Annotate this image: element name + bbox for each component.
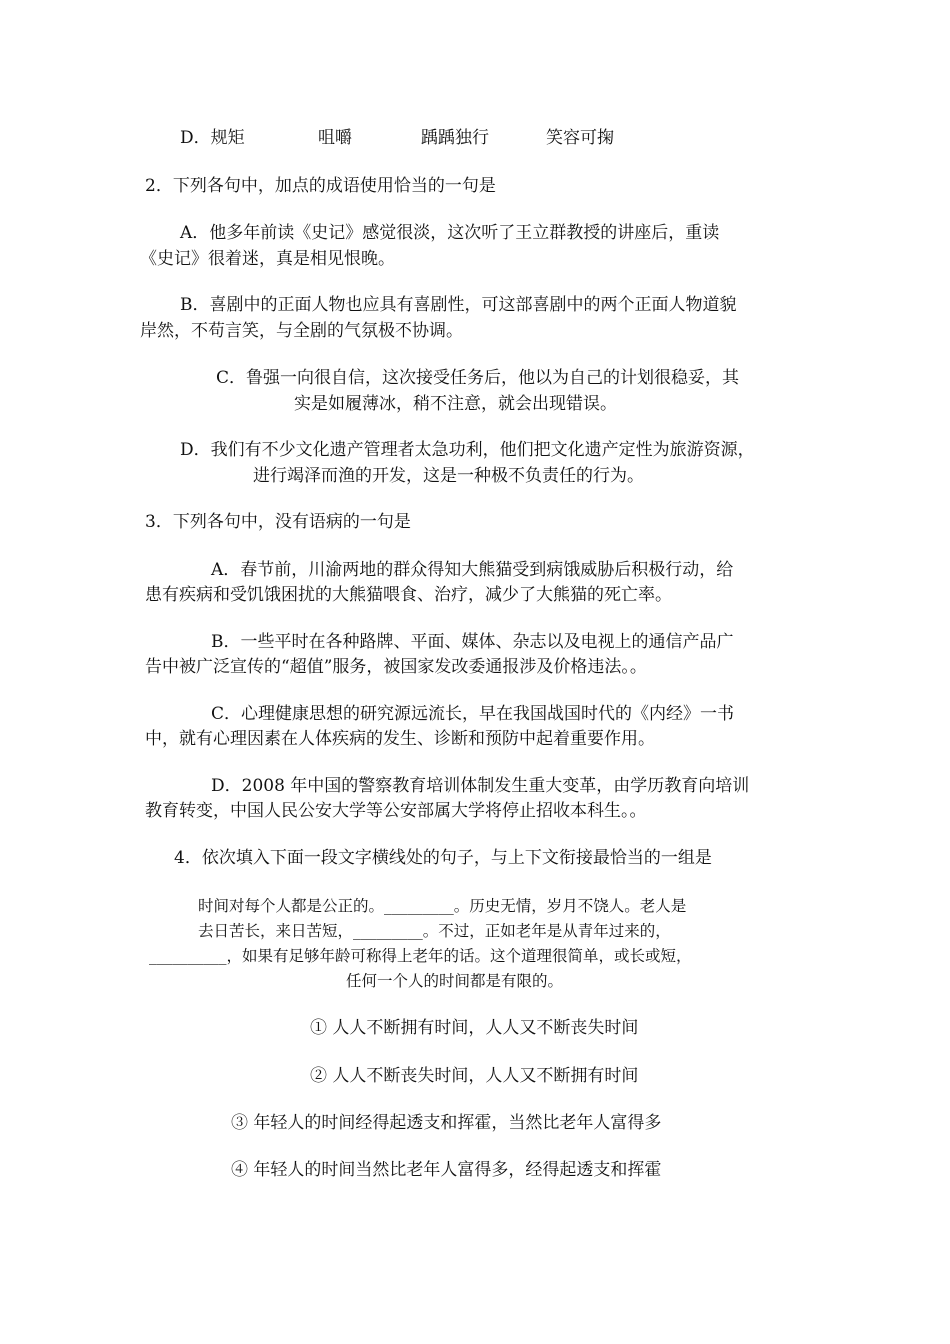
q4-passage-line-4: 任何一个人的时间都是有限的。 bbox=[346, 972, 564, 990]
q1-option-d-word-1: 咀嚼 bbox=[318, 128, 352, 148]
q2-option-c-line-2: 实是如履薄冰，稍不注意，就会出现错误。 bbox=[294, 394, 617, 414]
q3-option-a-line-1: A．春节前，川渝两地的群众得知大熊猫受到病饿威胁后积极行动，给 bbox=[211, 560, 734, 580]
q4-stem: 4．依次填入下面一段文字横线处的句子，与上下文衔接最恰当的一组是 bbox=[174, 848, 712, 868]
q2-stem: 2．下列各句中，加点的成语使用恰当的一句是 bbox=[145, 176, 496, 196]
q2-option-a-line-1: A．他多年前读《史记》感觉很淡，这次听了王立群教授的讲座后，重读 bbox=[180, 223, 720, 243]
q1-option-d-word-2: 踽踽独行 bbox=[421, 128, 489, 148]
q2-option-b-line-2: 岸然，不苟言笑，与全剧的气氛极不协调。 bbox=[140, 321, 463, 341]
q4-passage-line-3: __________，如果有足够年龄可称得上老年的话。这个道理很简单，或长或短， bbox=[149, 947, 692, 965]
q4-option-2: ② 人人不断丧失时间，人人又不断拥有时间 bbox=[310, 1066, 639, 1086]
q2-option-d-line-2: 进行竭泽而渔的开发，这是一种极不负责任的行为。 bbox=[253, 466, 644, 486]
q4-option-1: ① 人人不断拥有时间，人人又不断丧失时间 bbox=[310, 1018, 639, 1038]
q3-option-a-line-2: 患有疾病和受饥饿困扰的大熊猫喂食、治疗，减少了大熊猫的死亡率。 bbox=[145, 585, 672, 605]
q4-option-3: ③ 年轻人的时间经得起透支和挥霍，当然比老年人富得多 bbox=[231, 1113, 662, 1133]
q4-passage-line-1: 时间对每个人都是公正的。_________。历史无情，岁月不饶人。老人是 bbox=[198, 897, 687, 915]
q3-option-b-line-1: B．一些平时在各种路牌、平面、媒体、杂志以及电视上的通信产品广 bbox=[211, 632, 734, 652]
q3-option-c-line-1: C．心理健康思想的研究源远流长，早在我国战国时代的《内经》一书 bbox=[211, 704, 735, 724]
q4-option-4: ④ 年轻人的时间当然比老年人富得多，经得起透支和挥霍 bbox=[231, 1160, 662, 1180]
q2-option-a-line-2: 《史记》很着迷，真是相见恨晚。 bbox=[140, 249, 395, 269]
q1-option-d-label: D．规矩 bbox=[180, 128, 245, 148]
q3-option-b-line-2: 告中被广泛宣传的“超值”服务，被国家发改委通报涉及价格违法。。 bbox=[145, 657, 647, 677]
q3-option-c-line-2: 中，就有心理因素在人体疾病的发生、诊断和预防中起着重要作用。 bbox=[145, 729, 655, 749]
q2-option-b-line-1: B．喜剧中的正面人物也应具有喜剧性，可这部喜剧中的两个正面人物道貌 bbox=[180, 295, 737, 315]
q2-option-c-line-1: C．鲁强一向很自信，这次接受任务后，他以为自己的计划很稳妥，其 bbox=[216, 368, 740, 388]
q3-option-d-line-1: D．2008 年中国的警察教育培训体制发生重大变革，由学历教育向培训 bbox=[211, 776, 750, 796]
q1-option-d-word-3: 笑容可掬 bbox=[546, 128, 614, 148]
q2-option-d-line-1: D．我们有不少文化遗产管理者太急功利，他们把文化遗产定性为旅游资源， bbox=[180, 440, 755, 460]
q4-passage-line-2: 去日苦长，来日苦短，_________。不过，正如老年是从青年过来的， bbox=[198, 922, 671, 940]
q3-stem: 3．下列各句中，没有语病的一句是 bbox=[145, 512, 411, 532]
q3-option-d-line-2: 教育转变，中国人民公安大学等公安部属大学将停止招收本科生。。 bbox=[145, 801, 647, 821]
